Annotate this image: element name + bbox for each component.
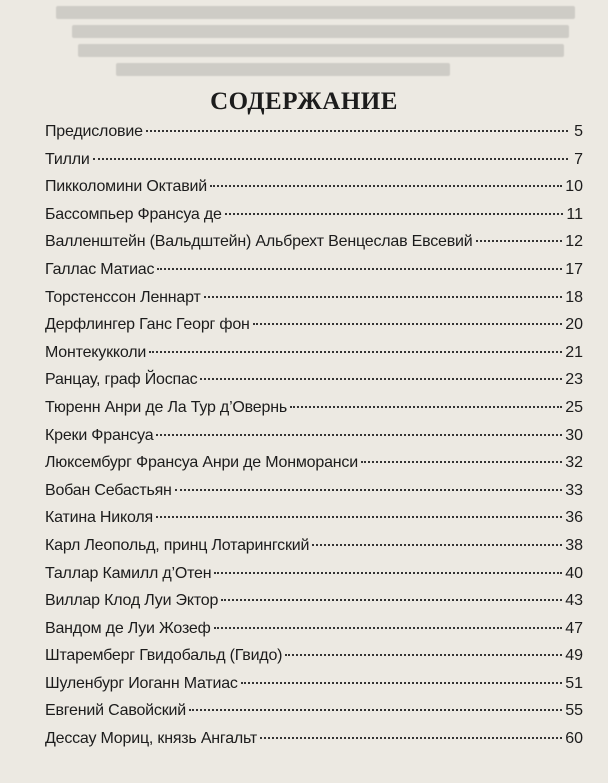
entry-name: Таллар Камилл д’Отен: [45, 564, 212, 582]
page-number: 5: [574, 123, 583, 140]
page-number: 11: [566, 205, 583, 223]
entry-name: Вобан Себастьян: [45, 481, 172, 499]
entry-name: Дерфлингер Ганс Георг фон: [45, 316, 250, 334]
entry-name: Ранцау, граф Йоспас: [45, 371, 198, 389]
page-number: 51: [565, 674, 583, 692]
entry-name: Монтекукколи: [45, 343, 147, 361]
dot-leader: [225, 213, 564, 215]
dot-leader: [200, 378, 562, 380]
page-number: 40: [565, 564, 583, 582]
entry-name: Торстенссон Леннарт: [45, 288, 201, 306]
dot-leader: [214, 627, 563, 629]
entry-name: Карл Леопольд, принц Лотарингский: [45, 536, 310, 554]
toc-entry[interactable]: [45, 284, 583, 312]
dot-leader: [221, 599, 562, 601]
bleed-line: [78, 44, 564, 57]
dot-leader: [214, 572, 562, 574]
dot-leader: [157, 268, 562, 270]
page-number: 20: [565, 316, 583, 334]
page-number: 47: [565, 619, 583, 637]
bleed-line: [56, 6, 574, 19]
entry-name: Предисловие: [45, 123, 143, 140]
dot-leader: [312, 544, 562, 546]
toc-entry[interactable]: [45, 256, 583, 284]
dot-leader: [156, 516, 562, 518]
toc-entry[interactable]: [45, 118, 583, 146]
dot-leader: [149, 351, 562, 353]
page-number: 49: [565, 647, 583, 665]
toc-entry[interactable]: [45, 560, 583, 588]
page-number: 32: [565, 454, 583, 472]
dot-leader: [189, 709, 562, 711]
toc-entry[interactable]: [45, 173, 583, 201]
toc-entry[interactable]: [45, 587, 583, 615]
entry-name: Креки Франсуа: [45, 426, 154, 444]
toc-entry[interactable]: [45, 504, 583, 532]
table-of-contents: [45, 118, 583, 753]
page-number: 21: [565, 343, 583, 361]
entry-name: Валленштейн (Вальдштейн) Альбрехт Венцеслав Евсевий: [45, 233, 473, 251]
toc-entry[interactable]: [45, 642, 583, 670]
toc-entry[interactable]: [45, 532, 583, 560]
dot-leader: [361, 461, 562, 463]
toc-entry[interactable]: [45, 725, 583, 753]
entry-name: Тюренн Анри де Ла Тур д’Овернь: [45, 398, 287, 416]
dot-leader: [290, 406, 562, 408]
toc-entry[interactable]: [45, 697, 583, 725]
toc-entry[interactable]: [45, 615, 583, 643]
entry-name: Галлас Матиас: [45, 260, 155, 278]
entry-name: Дессау Мориц, князь Ангальт: [45, 730, 258, 748]
toc-entry[interactable]: [45, 449, 583, 477]
toc-entry[interactable]: [45, 366, 583, 394]
toc-entry[interactable]: [45, 339, 583, 367]
dot-leader: [146, 130, 568, 132]
entry-name: Тилли: [45, 150, 90, 168]
entry-name: Евгений Савойский: [45, 702, 186, 720]
page-number: 17: [565, 260, 583, 278]
page-number: 25: [565, 398, 583, 416]
page-number: 55: [565, 702, 583, 720]
toc-entry[interactable]: [45, 394, 583, 422]
toc-entry[interactable]: [45, 228, 583, 256]
page-number: 7: [574, 150, 583, 168]
entry-name: Люксембург Франсуа Анри де Монморанси: [45, 454, 358, 472]
entry-name: Вандом де Луи Жозеф: [45, 619, 211, 637]
dot-leader: [210, 185, 562, 187]
entry-name: Катина Николя: [45, 509, 153, 527]
dot-leader: [253, 323, 563, 325]
toc-entry[interactable]: [45, 670, 583, 698]
toc-entry[interactable]: [45, 146, 583, 174]
entry-name: Пикколомини Октавий: [45, 178, 207, 196]
page-number: 30: [565, 426, 583, 444]
page-number: 36: [565, 509, 583, 527]
page-number: 60: [565, 730, 583, 748]
bleed-line: [116, 63, 451, 76]
dot-leader: [156, 434, 562, 436]
page-title: СОДЕРЖАНИЕ: [210, 88, 398, 115]
toc-entry[interactable]: [45, 311, 583, 339]
entry-name: Виллар Клод Луи Эктор: [45, 592, 219, 610]
page-number: 33: [565, 481, 583, 499]
page-number: 10: [565, 178, 583, 196]
dot-leader: [241, 682, 562, 684]
toc-entry[interactable]: [45, 422, 583, 450]
toc-entry[interactable]: [45, 201, 583, 229]
page-number: 43: [565, 592, 583, 610]
page-number: 38: [565, 536, 583, 554]
entry-name: Шуленбург Иоганн Матиас: [45, 674, 238, 692]
dot-leader: [93, 158, 568, 160]
dot-leader: [175, 489, 563, 491]
bleed-line: [72, 25, 569, 38]
toc-entry[interactable]: [45, 477, 583, 505]
page-number: 18: [565, 288, 583, 306]
dot-leader: [476, 240, 563, 242]
entry-name: Штаремберг Гвидобальд (Гвидо): [45, 647, 283, 665]
dot-leader: [204, 296, 563, 298]
dot-leader: [285, 654, 562, 656]
dot-leader: [260, 737, 562, 739]
bleed-through-text: [40, 0, 580, 95]
page-number: 23: [565, 371, 583, 389]
page-number: 12: [565, 233, 583, 251]
entry-name: Бассомпьер Франсуа де: [45, 205, 222, 223]
